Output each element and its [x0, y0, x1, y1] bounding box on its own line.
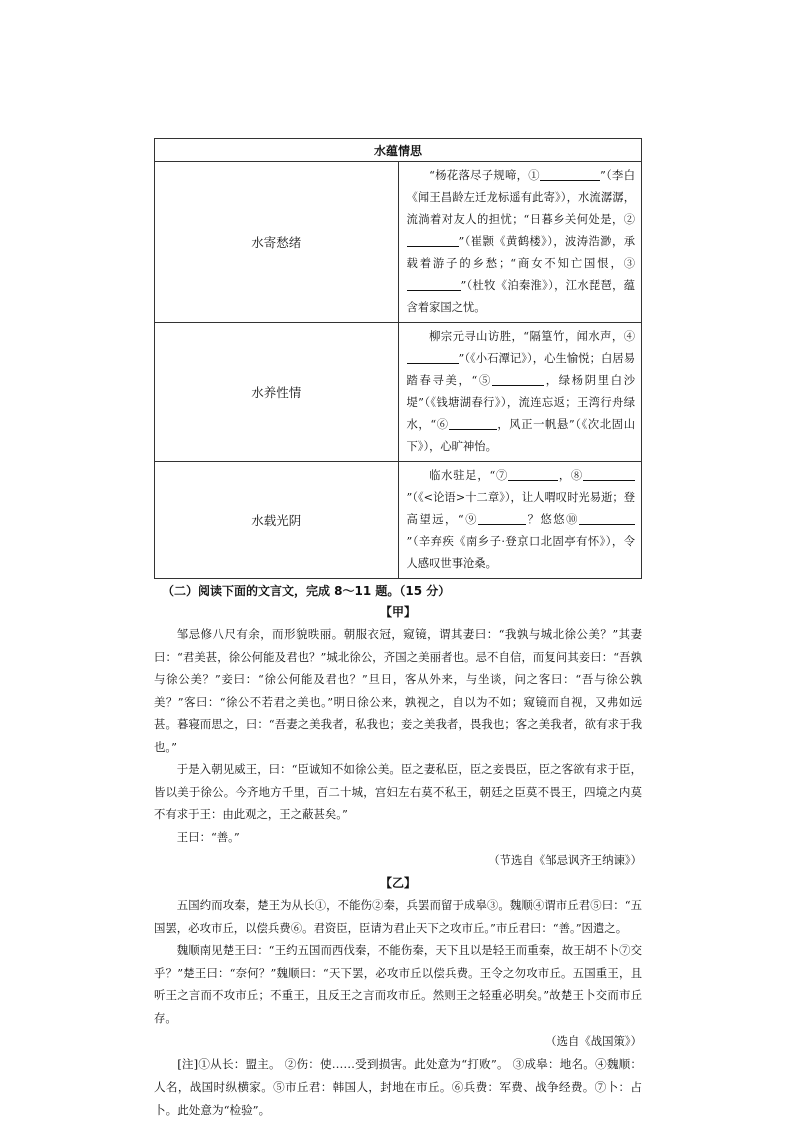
- annotations: [注]①从长：盟主。 ②伤：使……受到损害。此处意为“打败”。 ③成皋：地名。④魏顺：人名，战国时纵横家。⑤市丘君：韩国人，封地在市丘。⑥兵费：军费、战争经费。⑦卜：占卜。此处意为“检验”。: [154, 1057, 642, 1117]
- row3-seg4: ？悠悠⑩: [526, 513, 579, 526]
- blank-5[interactable]: [492, 372, 544, 386]
- passage-a-para-2: 于是入朝见威王，曰：“臣诚知不如徐公美。臣之妻私臣，臣之妾畏臣，臣之客欲有求于臣，皆以美于徐公。今齐地方千里，百二十城，宫妇左右莫不私王，朝廷之臣莫不畏王，四境之内莫不有求于王：由此观之，王之蔽甚矣。”: [154, 762, 642, 821]
- document-page: [154, 138, 642, 1122]
- row-content-3: [398, 462, 642, 579]
- passage-a-para-3: 王曰：“善。”: [176, 829, 240, 844]
- row-content-1: [398, 162, 642, 323]
- passage-b-para-2: 魏顺南见楚王曰：“王约五国而西伐秦，不能伤秦，天下且以是轻王而重秦，故王胡不卜⑦交乎？”楚王曰：“奈何？”魏顺曰：“天下罢，必攻市丘以偿兵费。王令之勿攻市丘。五国重王，且听王之言而不攻市丘；不重王，且反王之言而攻市丘。然则王之轻重必明矣。”故楚王卜交而市丘存。: [154, 943, 642, 1025]
- blank-4[interactable]: [407, 350, 459, 364]
- poem-table: [154, 138, 642, 579]
- row-label-1: 水寄愁绪: [155, 162, 399, 323]
- row2-seg3: ，绿杨阴里白沙堤”（《钱塘湖春行》），流连忘返；王湾行舟绿水，“⑥: [406, 374, 635, 431]
- passage-b-source: （选自《战国策》）: [545, 1034, 642, 1048]
- blank-8[interactable]: [583, 467, 635, 481]
- passage-a-heading: 【甲】: [379, 605, 416, 619]
- row1-seg1: “杨花落尽子规啼，①: [429, 169, 540, 182]
- blank-9[interactable]: [478, 511, 526, 525]
- section-title: （二）阅读下面的文言文，完成 8～11 题。（15 分）: [162, 584, 451, 598]
- blank-10[interactable]: [579, 511, 635, 525]
- passage-b-heading: 【乙】: [379, 876, 416, 890]
- row-label-2: 水养性情: [155, 323, 399, 462]
- row1-seg3: ”（崔颢《黄鹤楼》），波涛浩渺，承载着游子的乡愁；“商女不知亡国恨，③: [406, 235, 635, 270]
- row3-seg2: ，⑧: [558, 469, 583, 482]
- row-content-2: [398, 323, 642, 462]
- row2-seg1: 柳宗元寻山访胜，“隔篁竹，闻水声，④: [429, 330, 635, 343]
- blank-1[interactable]: [540, 167, 600, 181]
- passage-a-source: （节选自《邹忌讽齐王纳谏》）: [488, 853, 642, 867]
- blank-6[interactable]: [449, 416, 497, 430]
- passage-a-para-1: 邹忌修八尺有余，而形貌昳丽。朝服衣冠，窥镜，谓其妻曰：“我孰与城北徐公美？”其妻曰：“君美甚，徐公何能及君也？”城北徐公，齐国之美丽者也。忌不自信，而复问其妾曰：“吾孰与徐公美？”妾曰：“徐公何能及君也？”旦日，客从外来，与坐谈，问之客曰：“吾与徐公孰美？”客曰：“徐公不若君之美也。”明日徐公来，孰视之，自以为不如；窥镜而自视，又弗如远甚。暮寝而思之，曰：“吾妻之美我者，私我也；妾之美我者，畏我也；客之美我者，欲有求于我也。”: [154, 627, 642, 754]
- row1-seg2: ”（李白《闻王昌龄左迁龙标遥有此寄》），水流潺潺，流淌着对友人的担忧；“日暮乡关何处是，②: [406, 169, 635, 226]
- row2-seg2: ”（《小石潭记》），心生愉悦；白居易踏春寻美，“⑤: [406, 352, 635, 387]
- row1-seg4: ”（杜牧《泊秦淮》），江水琵琶，蕴含着家国之忧。: [406, 279, 635, 314]
- blank-3[interactable]: [407, 277, 461, 291]
- blank-7[interactable]: [508, 467, 558, 481]
- row3-seg1: 临水驻足，“⑦: [429, 469, 509, 482]
- row3-seg3: ”（《<论语>十二章》），让人喟叹时光易逝；登高望远，“⑨: [406, 491, 635, 526]
- row3-seg5: ”（辛弃疾《南乡子·登京口北固亭有怀》），令人感叹世事沧桑。: [406, 535, 635, 570]
- row-label-3: 水载光阴: [155, 462, 399, 579]
- passage-b-para-1: 五国约而攻秦，楚王为从长①，不能伤②秦，兵罢而留于成皋③。魏顺④谓市丘君⑤曰：“五国罢，必攻市丘，以偿兵费⑥。君资臣，臣请为君止天下之攻市丘。”市丘君曰：“善。”因遣之。: [154, 898, 642, 935]
- row2-seg4: ，风正一帆悬”（《次北固山下》），心旷神怡。: [406, 418, 635, 453]
- blank-2[interactable]: [407, 233, 459, 247]
- table-header: 水蕴情思: [155, 139, 642, 162]
